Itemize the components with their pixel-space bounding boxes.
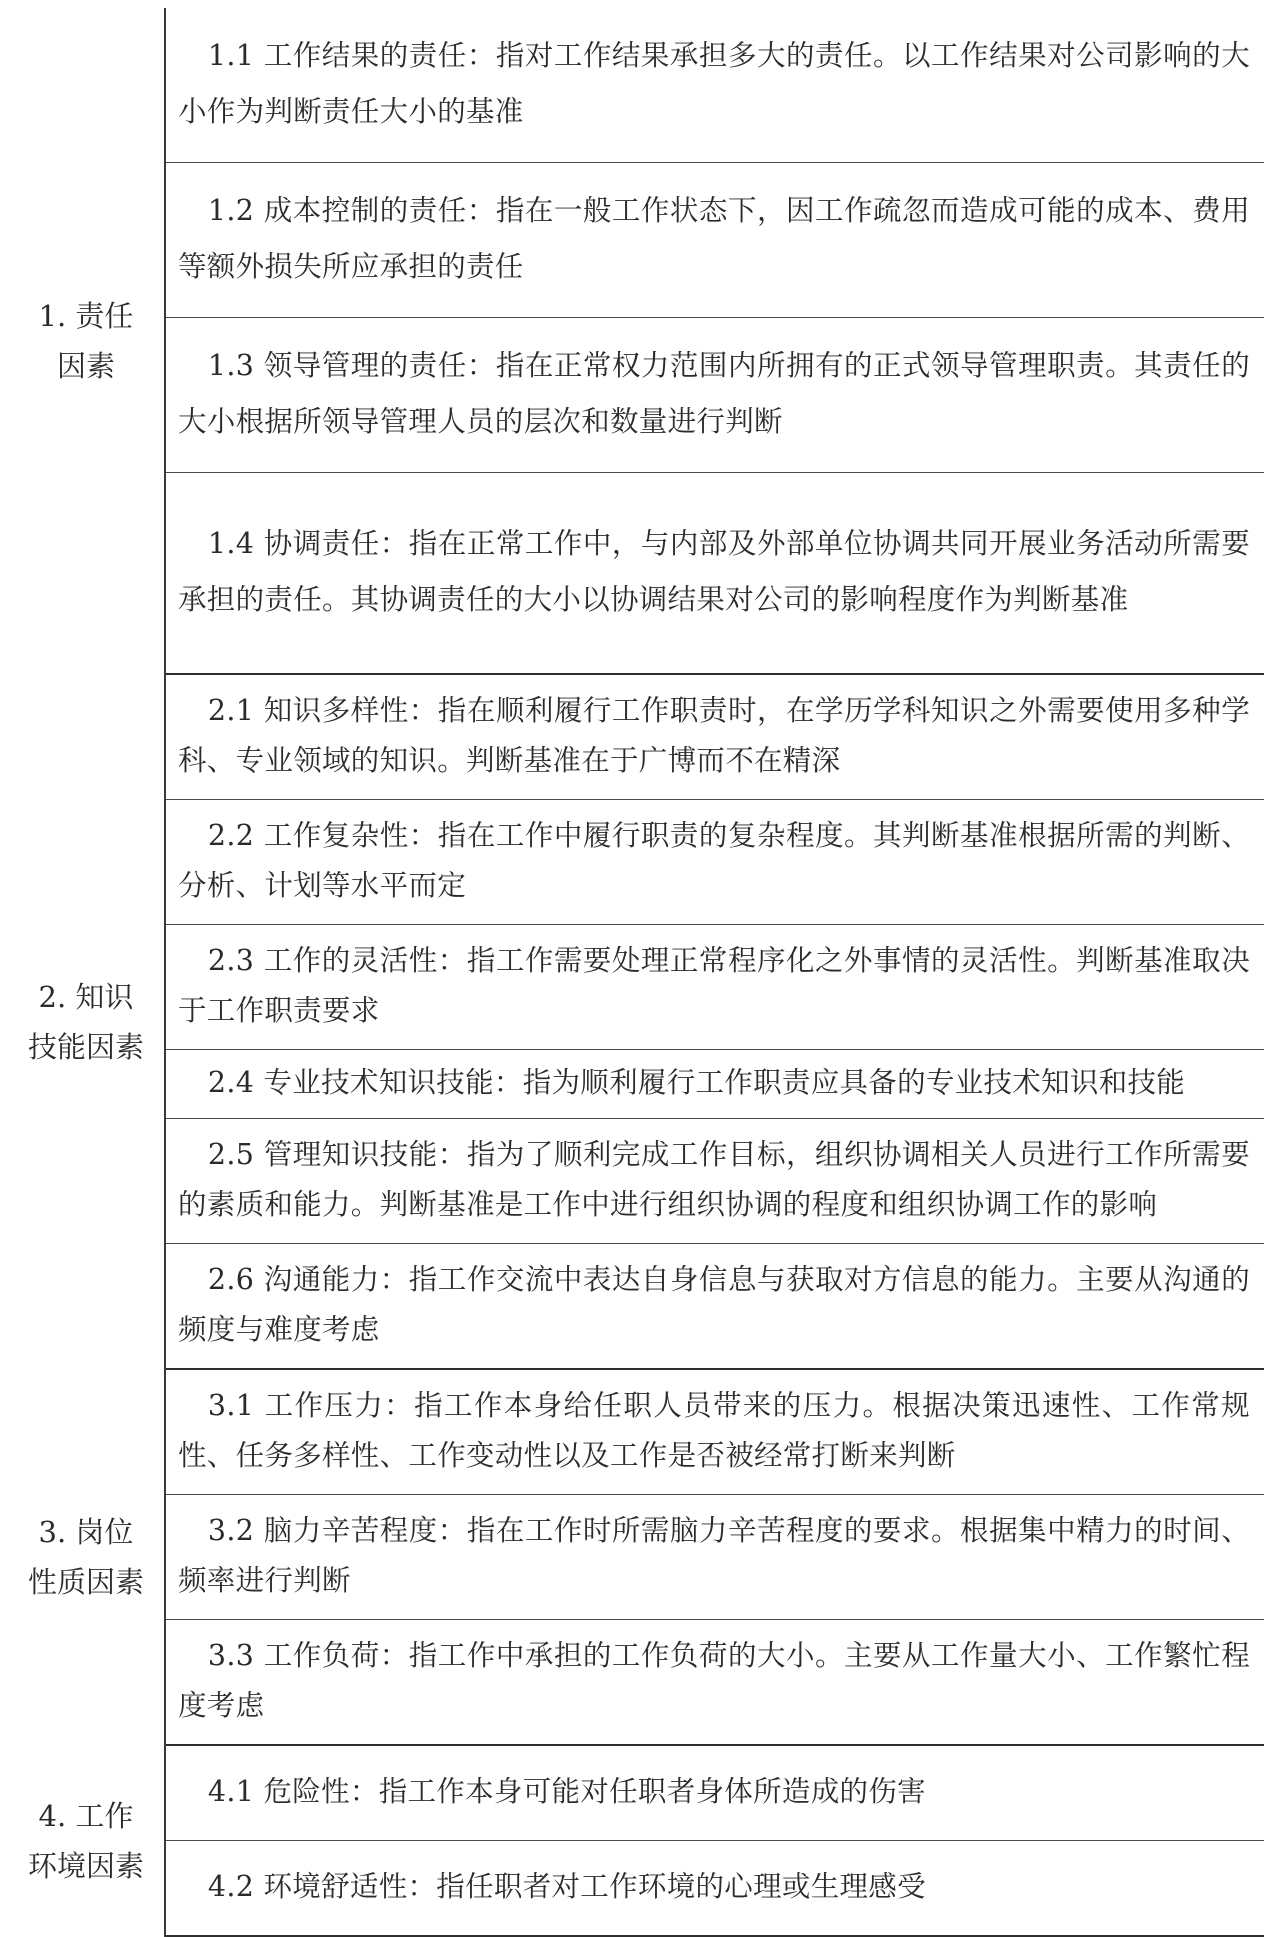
table-row	[8, 163, 1264, 318]
factor-item: 3.3 工作负荷：指工作中承担的工作负荷的大小。主要从工作量大小、工作繁忙程度考虑	[165, 1620, 1264, 1746]
factor-item: 2.5 管理知识技能：指为了顺利完成工作目标，组织协调相关人员进行工作所需要的素质和能力。判断基准是工作中进行组织协调的程度和组织协调工作的影响	[165, 1119, 1264, 1244]
table-row	[8, 1050, 1264, 1119]
factor-item: 1.1 工作结果的责任：指对工作结果承担多大的责任。以工作结果对公司影响的大小作为判断责任大小的基准	[165, 8, 1264, 163]
table-row	[8, 1841, 1264, 1937]
category-responsibility	[8, 8, 165, 674]
factor-item: 2.1 知识多样性：指在顺利履行工作职责时，在学历学科知识之外需要使用多种学科、专业领域的知识。判断基准在于广博而不在精深	[165, 674, 1264, 800]
table-row	[8, 1495, 1264, 1620]
table-row	[8, 1620, 1264, 1746]
category-position-nature	[8, 1369, 165, 1745]
factor-item: 4.2 环境舒适性：指任职者对工作环境的心理或生理感受	[165, 1841, 1264, 1937]
factor-item: 2.6 沟通能力：指工作交流中表达自身信息与获取对方信息的能力。主要从沟通的频度与难度考虑	[165, 1244, 1264, 1370]
factor-item: 1.4 协调责任：指在正常工作中，与内部及外部单位协调共同开展业务活动所需要承担的责任。其协调责任的大小以协调结果对公司的影响程度作为判断基准	[165, 473, 1264, 675]
table-row	[8, 473, 1264, 675]
table-row	[8, 8, 1264, 163]
table-row	[8, 1119, 1264, 1244]
factor-item: 3.2 脑力辛苦程度：指在工作时所需脑力辛苦程度的要求。根据集中精力的时间、频率进行判断	[165, 1495, 1264, 1620]
factor-item: 4.1 危险性：指工作本身可能对任职者身体所造成的伤害	[165, 1745, 1264, 1841]
category-knowledge-skills	[8, 674, 165, 1369]
category-label: 1. 责任因素	[38, 299, 134, 383]
category-work-environment	[8, 1745, 165, 1936]
factor-item: 1.3 领导管理的责任：指在正常权力范围内所拥有的正式领导管理职责。其责任的大小根据所领导管理人员的层次和数量进行判断	[165, 318, 1264, 473]
job-evaluation-factors-table	[8, 8, 1264, 1937]
table-row	[8, 1745, 1264, 1841]
table-row	[8, 1369, 1264, 1495]
factor-item: 2.4 专业技术知识技能：指为顺利履行工作职责应具备的专业技术知识和技能	[165, 1050, 1264, 1119]
table-row	[8, 925, 1264, 1050]
factor-item: 3.1 工作压力：指工作本身给任职人员带来的压力。根据决策迅速性、工作常规性、任务多样性、工作变动性以及工作是否被经常打断来判断	[165, 1369, 1264, 1495]
category-label: 2. 知识技能因素	[27, 979, 144, 1064]
table-row	[8, 318, 1264, 473]
table-row	[8, 674, 1264, 800]
table-row	[8, 800, 1264, 925]
category-label: 3. 岗位性质因素	[27, 1515, 144, 1599]
category-label: 4. 工作环境因素	[27, 1798, 144, 1883]
factor-item: 2.3 工作的灵活性：指工作需要处理正常程序化之外事情的灵活性。判断基准取决于工作职责要求	[165, 925, 1264, 1050]
table-row	[8, 1244, 1264, 1370]
factor-item: 2.2 工作复杂性：指在工作中履行职责的复杂程度。其判断基准根据所需的判断、分析、计划等水平而定	[165, 800, 1264, 925]
factor-item: 1.2 成本控制的责任：指在一般工作状态下，因工作疏忽而造成可能的成本、费用等额外损失所应承担的责任	[165, 163, 1264, 318]
